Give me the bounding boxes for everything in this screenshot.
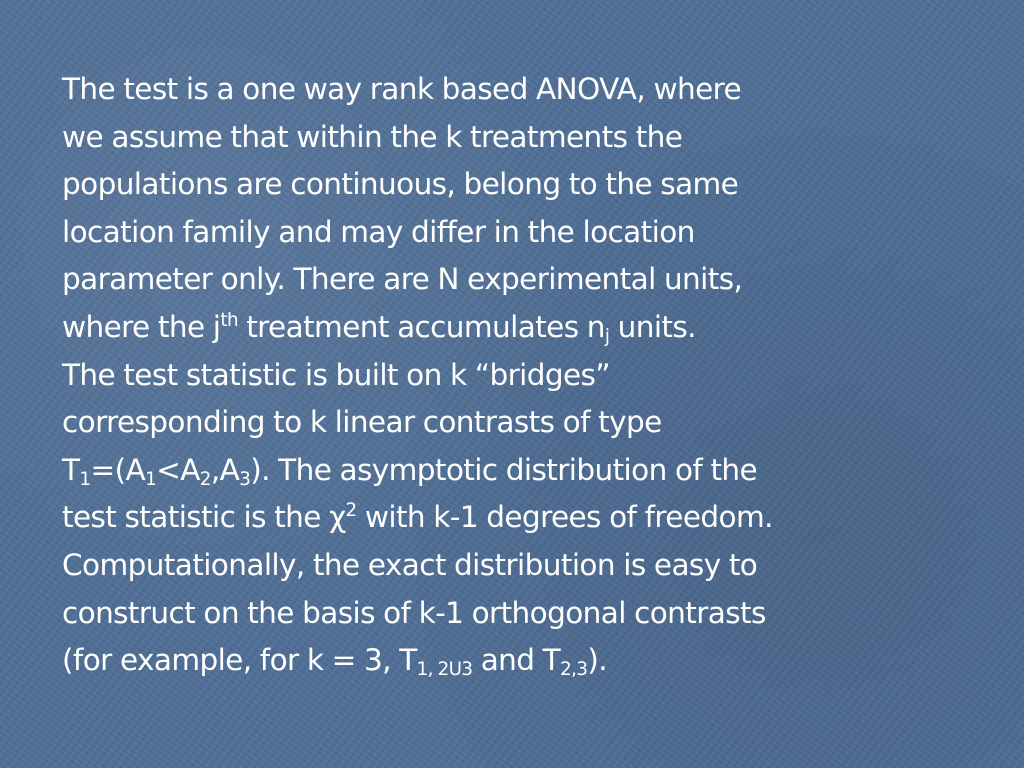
text-line: populations are continuous, belong to the same (62, 167, 739, 202)
text-line: construct on the basis of k-1 orthogonal contrasts (62, 595, 766, 630)
subscript: 1 (145, 468, 157, 490)
text-fragment: T (62, 452, 80, 487)
text-fragment: with k-1 degrees of freedom. (356, 500, 773, 535)
subscript: j (604, 326, 610, 348)
superscript: th (220, 309, 238, 331)
subscript: 3 (239, 468, 251, 490)
text-line: The test is a one way rank based ANOVA, where (62, 72, 742, 106)
text-fragment: where the j (62, 309, 221, 344)
text-line: parameter only. There are N experimental units, (62, 262, 743, 297)
text-line: The test statistic is built on k “bridges” (62, 357, 610, 392)
text-fragment: ). (587, 643, 608, 678)
text-fragment: and T (472, 643, 561, 678)
text-fragment: ). The asymptotic distribution of the (250, 452, 758, 487)
text-line (62, 447, 1012, 495)
text-fragment: treatment accumulates n (237, 309, 605, 344)
text-line: we assume that within the k treatments the (62, 119, 683, 154)
text-line (62, 494, 1012, 542)
slide-body-text (62, 66, 1012, 685)
text-fragment: (for example, for k = 3, T (62, 643, 417, 678)
superscript: 2 (345, 500, 357, 522)
subscript: 2,3 (560, 659, 588, 681)
text-line (62, 304, 1012, 352)
subscript: 1, 2U3 (416, 659, 473, 681)
text-line (62, 637, 1012, 685)
text-line: corresponding to k linear contrasts of type (62, 405, 662, 440)
text-fragment: <A (156, 452, 200, 487)
subscript: 2 (199, 468, 211, 490)
text-fragment: test statistic is the χ (62, 500, 346, 535)
text-line: location family and may differ in the location (62, 214, 695, 249)
text-fragment: units. (609, 309, 696, 344)
text-fragment: =(A (90, 452, 146, 487)
subscript: 1 (79, 468, 91, 490)
text-fragment: ,A (210, 452, 240, 487)
text-line: Computationally, the exact distribution is easy to (62, 547, 758, 582)
